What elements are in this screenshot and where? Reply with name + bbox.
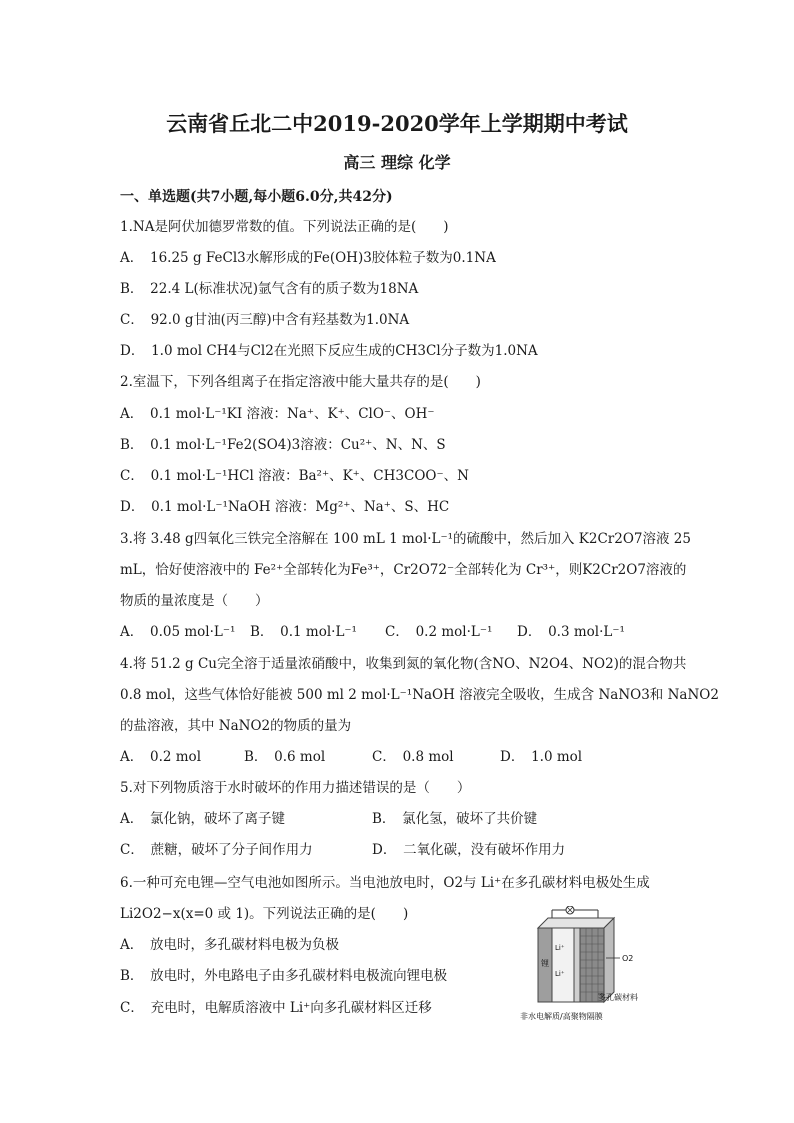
q3-line-3: 物质的量浓度是（ ） bbox=[120, 593, 269, 609]
q3-option-b: B． 0.1 mol·L⁻¹ bbox=[250, 624, 357, 640]
cell-side-face bbox=[604, 918, 614, 1002]
membrane-label: 非水电解质/高聚物隔膜 bbox=[520, 1012, 603, 1021]
li-ion-label-2: Li⁺ bbox=[555, 970, 565, 978]
q3-option-a: A． 0.05 mol·L⁻¹ bbox=[120, 624, 236, 640]
section-heading: 一、单选题(共7小题,每小题6.0分,共42分) bbox=[120, 189, 393, 205]
li-ion-label-1: Li⁺ bbox=[555, 944, 565, 952]
q5-option-d: D． 二氧化碳，没有破坏作用力 bbox=[372, 842, 566, 858]
q4-option-a: A． 0.2 mol bbox=[120, 749, 202, 765]
cell-top-face bbox=[538, 918, 614, 928]
electrolyte-region bbox=[552, 928, 574, 1002]
q5-option-c: C． 蔗糖，破坏了分子间作用力 bbox=[120, 842, 313, 858]
q4-line-2: 0.8 mol，这些气体恰好能被 500 ml 2 mol·L⁻¹NaOH 溶液完全吸收，生成含 NaNO3和 NaNO2 bbox=[120, 687, 719, 703]
q4-line-3: 的盐溶液，其中 NaNO2的物质的量为 bbox=[120, 718, 352, 734]
q1-option-a: A． 16.25 g FeCl3水解形成的Fe(OH)3胶体粒子数为0.1NA bbox=[120, 250, 496, 266]
q6-option-b: B． 放电时，外电路电子由多孔碳材料电极流向锂电极 bbox=[120, 968, 448, 984]
q6-line-1: 6.一种可充电锂—空气电池如图所示。当电池放电时，O2与 Li⁺在多孔碳材料电极处生成 bbox=[120, 875, 650, 891]
lithium-label: 锂 bbox=[541, 959, 549, 968]
q3-line-2: mL，恰好使溶液中的 Fe²⁺全部转化为Fe³⁺，Cr2O72⁻全部转化为 Cr³⁺，则K2Cr2O7溶液的 bbox=[120, 562, 687, 578]
q6-line-2: Li2O2−x(x=0 或 1)。下列说法正确的是( ) bbox=[120, 906, 409, 922]
q3-line-1: 3.将 3.48 g四氧化三铁完全溶解在 100 mL 1 mol·L⁻¹的硫酸中，然后加入 K2Cr2O7溶液 25 bbox=[120, 531, 691, 547]
q5-option-a: A． 氯化钠，破坏了离子键 bbox=[120, 811, 285, 827]
q4-option-b: B． 0.6 mol bbox=[244, 749, 326, 765]
carbon-label: 多孔碳材料 bbox=[598, 993, 638, 1002]
q1-stem: 1.NA是阿伏加德罗常数的值。下列说法正确的是( ) bbox=[120, 219, 449, 235]
membrane-layer bbox=[574, 928, 580, 1002]
q1-option-d: D． 1.0 mol CH4与Cl2在光照下反应生成的CH3Cl分子数为1.0NA bbox=[120, 343, 538, 359]
battery-diagram bbox=[518, 906, 650, 1024]
q5-option-b: B． 氯化氢，破坏了共价键 bbox=[372, 811, 538, 827]
q6-option-a: A． 放电时，多孔碳材料电极为负极 bbox=[120, 937, 339, 953]
q4-option-d: D． 1.0 mol bbox=[500, 749, 583, 765]
q2-stem: 2.室温下，下列各组离子在指定溶液中能大量共存的是( ) bbox=[120, 374, 481, 390]
q2-option-c: C． 0.1 mol·L⁻¹HCl 溶液：Ba²⁺、K⁺、CH3COO⁻、N bbox=[120, 468, 469, 484]
q2-option-d: D． 0.1 mol·L⁻¹NaOH 溶液：Mg²⁺、Na⁺、S、HC bbox=[120, 499, 450, 515]
q3-option-c: C． 0.2 mol·L⁻¹ bbox=[385, 624, 493, 640]
q1-option-c: C． 92.0 g甘油(丙三醇)中含有羟基数为1.0NA bbox=[120, 312, 410, 328]
o2-label: O2 bbox=[622, 954, 634, 963]
q1-option-b: B． 22.4 L(标准状况)氩气含有的质子数为18NA bbox=[120, 281, 419, 297]
q4-option-c: C． 0.8 mol bbox=[372, 749, 454, 765]
q6-option-c: C． 充电时，电解质溶液中 Li⁺向多孔碳材料区迁移 bbox=[120, 1000, 432, 1016]
q5-stem: 5.对下列物质溶于水时破坏的作用力描述错误的是（ ） bbox=[120, 780, 471, 796]
q2-option-a: A． 0.1 mol·L⁻¹KI 溶液：Na⁺、K⁺、ClO⁻、OH⁻ bbox=[120, 406, 435, 422]
q3-option-d: D． 0.3 mol·L⁻¹ bbox=[517, 624, 625, 640]
page-title: 云南省丘北二中2019-2020学年上学期期中考试 bbox=[166, 111, 628, 136]
page-subtitle: 高三 理综 化学 bbox=[343, 153, 451, 172]
q4-line-1: 4.将 51.2 g Cu完全溶于适量浓硝酸中，收集到氮的氧化物(含NO、N2O4、NO2)的混合物共 bbox=[120, 656, 687, 672]
q2-option-b: B． 0.1 mol·L⁻¹Fe2(SO4)3溶液：Cu²⁺、N、N、S bbox=[120, 437, 446, 453]
